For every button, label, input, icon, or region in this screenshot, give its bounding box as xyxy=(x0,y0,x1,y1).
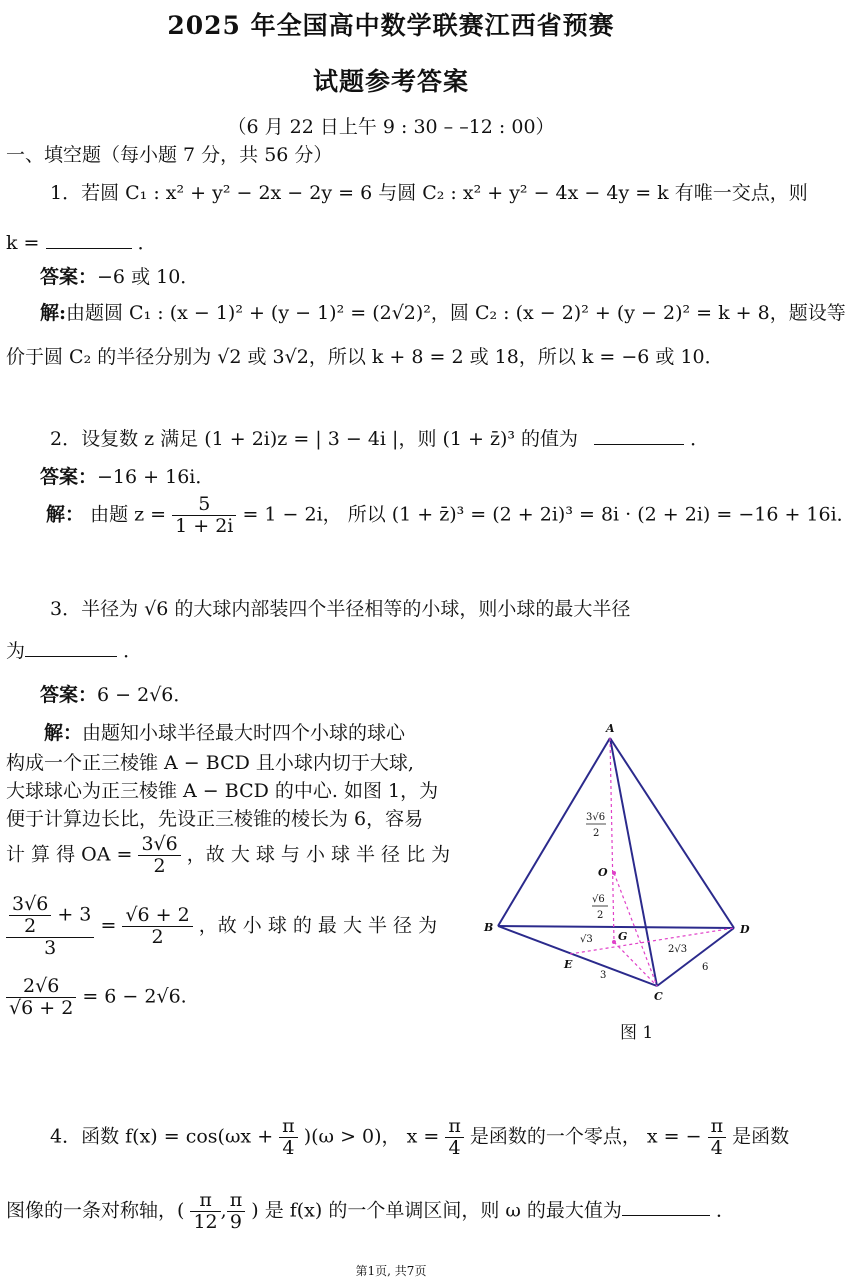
fraction-denominator: 1 + 2i xyxy=(175,514,234,537)
fraction-numerator: π xyxy=(227,1190,246,1212)
length-OG-num: √6 xyxy=(592,894,605,905)
problem-3-solution-line-2: 构成一个正三棱锥 A − BCD 且小球内切于大球, xyxy=(6,752,414,774)
problem-1-blank-prefix: k = xyxy=(6,232,40,254)
label-D: D xyxy=(740,923,750,936)
figure-caption: 图 1 xyxy=(620,1023,654,1043)
fraction-numerator: π xyxy=(279,1116,298,1138)
problem-4-text: 是函数 xyxy=(732,1125,790,1148)
length-EC: 3 xyxy=(600,970,607,981)
solution-label: 解： xyxy=(44,722,83,744)
label-O: O xyxy=(598,866,608,879)
problem-3-solution-line-4: 便于计算边长比，先设正三棱锥的棱长为 6，容易 xyxy=(6,808,424,830)
problem-4-text: 4．函数 f(x) = cos(ωx + xyxy=(50,1125,274,1148)
page-subtitle: 试题参考答案 xyxy=(312,67,469,96)
compound-fraction xyxy=(6,894,94,959)
answer-blank xyxy=(46,247,132,249)
problem-3-blank-suffix: ． xyxy=(123,640,143,662)
problem-2-suffix: ． xyxy=(690,428,710,450)
fraction-numerator: π xyxy=(190,1190,220,1212)
page-title: 2025 年全国高中数学联赛江西省预赛 xyxy=(167,11,615,40)
inner-fraction xyxy=(9,894,51,937)
problem-3-solution-line-3: 大球球心为正三棱锥 A − BCD 的中心. 如图 1，为 xyxy=(6,780,439,802)
fraction-numerator: 5 xyxy=(172,494,236,516)
length-AO-num: 3√6 xyxy=(586,812,606,823)
problem-3-solution-line-5 xyxy=(6,834,450,877)
problem-4-suffix: ． xyxy=(715,1199,735,1222)
fraction-denominator: 4 xyxy=(448,1136,461,1159)
label-E: E xyxy=(564,958,573,971)
line-ED xyxy=(570,928,734,954)
line-AG xyxy=(610,738,614,942)
length-GD: 2√3 xyxy=(668,944,688,955)
exam-time: （6 月 22 日上午 9 : 30 – –12 : 00） xyxy=(227,116,555,138)
problem-4-text: 是函数的一个零点， x = − xyxy=(469,1125,702,1148)
answer-blank xyxy=(25,655,117,657)
fraction-denominator: 4 xyxy=(282,1136,295,1159)
problem-3-blank-prefix: 为 xyxy=(6,640,26,662)
fraction-numerator: 2√6 xyxy=(6,976,76,998)
fraction xyxy=(445,1116,464,1159)
answer-value: −16 + 16i． xyxy=(97,466,215,488)
label-G: G xyxy=(618,930,628,943)
fraction-numerator xyxy=(6,894,94,938)
answer-value: −6 或 10． xyxy=(97,266,200,288)
fraction-denominator: 12 xyxy=(193,1210,218,1233)
section-heading: 一、填空题（每小题 7 分，共 56 分） xyxy=(6,144,333,166)
point-O xyxy=(612,871,616,875)
point-G xyxy=(612,940,616,944)
problem-2-question xyxy=(50,424,709,451)
plus-term: + 3 xyxy=(57,903,92,926)
edge-BC xyxy=(498,926,657,986)
label-A: A xyxy=(606,722,615,735)
fraction xyxy=(138,834,180,877)
problem-1-solution-line-1 xyxy=(40,298,846,325)
solution-label: 解: xyxy=(40,302,67,324)
dashed-lines xyxy=(570,738,734,986)
solution-prefix: 由题 z = xyxy=(90,503,167,526)
problem-3-answer xyxy=(40,680,192,707)
fraction xyxy=(279,1116,298,1159)
solid-edges xyxy=(498,738,734,986)
problem-1-answer xyxy=(40,262,199,289)
fraction-denominator: √6 + 2 xyxy=(9,996,74,1019)
fraction-numerator: π xyxy=(445,1116,464,1138)
label-C: C xyxy=(654,990,663,1003)
length-OG-den: 2 xyxy=(597,910,604,921)
problem-2-answer xyxy=(40,462,214,489)
equals-sign: = xyxy=(100,914,117,937)
problem-1-solution-line-2: 价于圆 C₂ 的半径分别为 √2 或 3√2，所以 k + 8 = 2 或 18，所以 k = −6 或 10． xyxy=(6,346,724,368)
solution-text: ，故 大 球 与 小 球 半 径 比 为 xyxy=(186,843,451,866)
answer-label: 答案： xyxy=(40,684,98,706)
answer-blank xyxy=(594,443,684,445)
fraction-numerator: √6 + 2 xyxy=(122,905,192,927)
fraction-numerator: 3√6 xyxy=(9,894,51,916)
fraction xyxy=(190,1190,220,1233)
comma: , xyxy=(220,1199,227,1222)
fraction-numerator: 3√6 xyxy=(138,834,180,856)
fraction-denominator: 9 xyxy=(229,1210,242,1233)
fraction xyxy=(708,1116,727,1159)
fraction xyxy=(122,905,192,948)
problem-1-blank-suffix: ． xyxy=(137,232,157,254)
fraction xyxy=(172,494,236,537)
problem-4-text: )(ω > 0)， x = xyxy=(303,1125,440,1148)
answer-label: 答案： xyxy=(40,466,98,488)
length-AO-den: 2 xyxy=(593,828,600,839)
problem-4-text: ) 是 f(x) 的一个单调区间，则 ω 的最大值为 xyxy=(251,1199,622,1222)
problem-4-question-line-2 xyxy=(6,1190,735,1233)
fraction-denominator: 2 xyxy=(151,925,164,948)
solution-rest: = 1 − 2i， 所以 (1 + z̄)³ = (2 + 2i)³ = 8i · (2 + 2i) = −16 + 16i． xyxy=(242,503,856,526)
fraction-denominator: 4 xyxy=(710,1136,723,1159)
length-EG: √3 xyxy=(580,934,593,945)
problem-3-solution-line-6 xyxy=(6,894,437,959)
answer-value: 6 − 2√6． xyxy=(97,684,193,706)
fraction-denominator: 2 xyxy=(153,854,166,877)
problem-3-blank-line xyxy=(6,636,142,663)
edge-BD xyxy=(498,926,734,928)
label-B: B xyxy=(484,921,494,934)
fraction-denominator: 2 xyxy=(24,914,37,937)
solution-text: = 6 − 2√6. xyxy=(82,985,187,1008)
problem-3-question: 3．半径为 √6 的大球内部装四个半径相等的小球，则小球的最大半径 xyxy=(50,598,631,620)
length-CD: 6 xyxy=(702,962,709,973)
solution-text: 由题圆 C₁ : (x − 1)² + (y − 1)² = (2√2)²，圆 C₂ : (x − 2)² + (y − 2)² = k + 8，题设等 xyxy=(66,302,846,324)
tetrahedron-figure xyxy=(470,716,760,1026)
fraction-numerator: π xyxy=(708,1116,727,1138)
problem-1-blank-line xyxy=(6,228,157,255)
problem-4-question-line-1 xyxy=(50,1116,789,1159)
solution-text: 计 算 得 OA = xyxy=(6,843,133,866)
edge-CD xyxy=(657,928,734,986)
fraction xyxy=(6,976,76,1019)
answer-label: 答案： xyxy=(40,266,98,288)
page-number: 第1页, 共7页 xyxy=(355,1264,427,1278)
problem-3-solution-line-7 xyxy=(6,976,187,1019)
problem-1-question: 1．若圆 C₁ : x² + y² − 2x − 2y = 6 与圆 C₂ : x² + y² − 4x − 4y = k 有唯一交点，则 xyxy=(50,182,808,204)
answer-blank xyxy=(622,1214,710,1216)
problem-4-text: 图像的一条对称轴，( xyxy=(6,1199,185,1222)
problem-2-solution xyxy=(46,494,856,537)
solution-text: 由题知小球半径最大时四个小球的球心 xyxy=(82,722,406,744)
solution-text: ，故 小 球 的 最 大 半 径 为 xyxy=(198,914,438,937)
problem-3-solution-line-1 xyxy=(44,718,405,745)
problem-2-text: 2．设复数 z 满足 (1 + 2i)z = | 3 − 4i |，则 (1 + z̄)³ 的值为 xyxy=(50,428,579,450)
fraction xyxy=(227,1190,246,1233)
fraction-denominator: 3 xyxy=(44,936,57,959)
solution-label: 解： xyxy=(46,503,85,526)
